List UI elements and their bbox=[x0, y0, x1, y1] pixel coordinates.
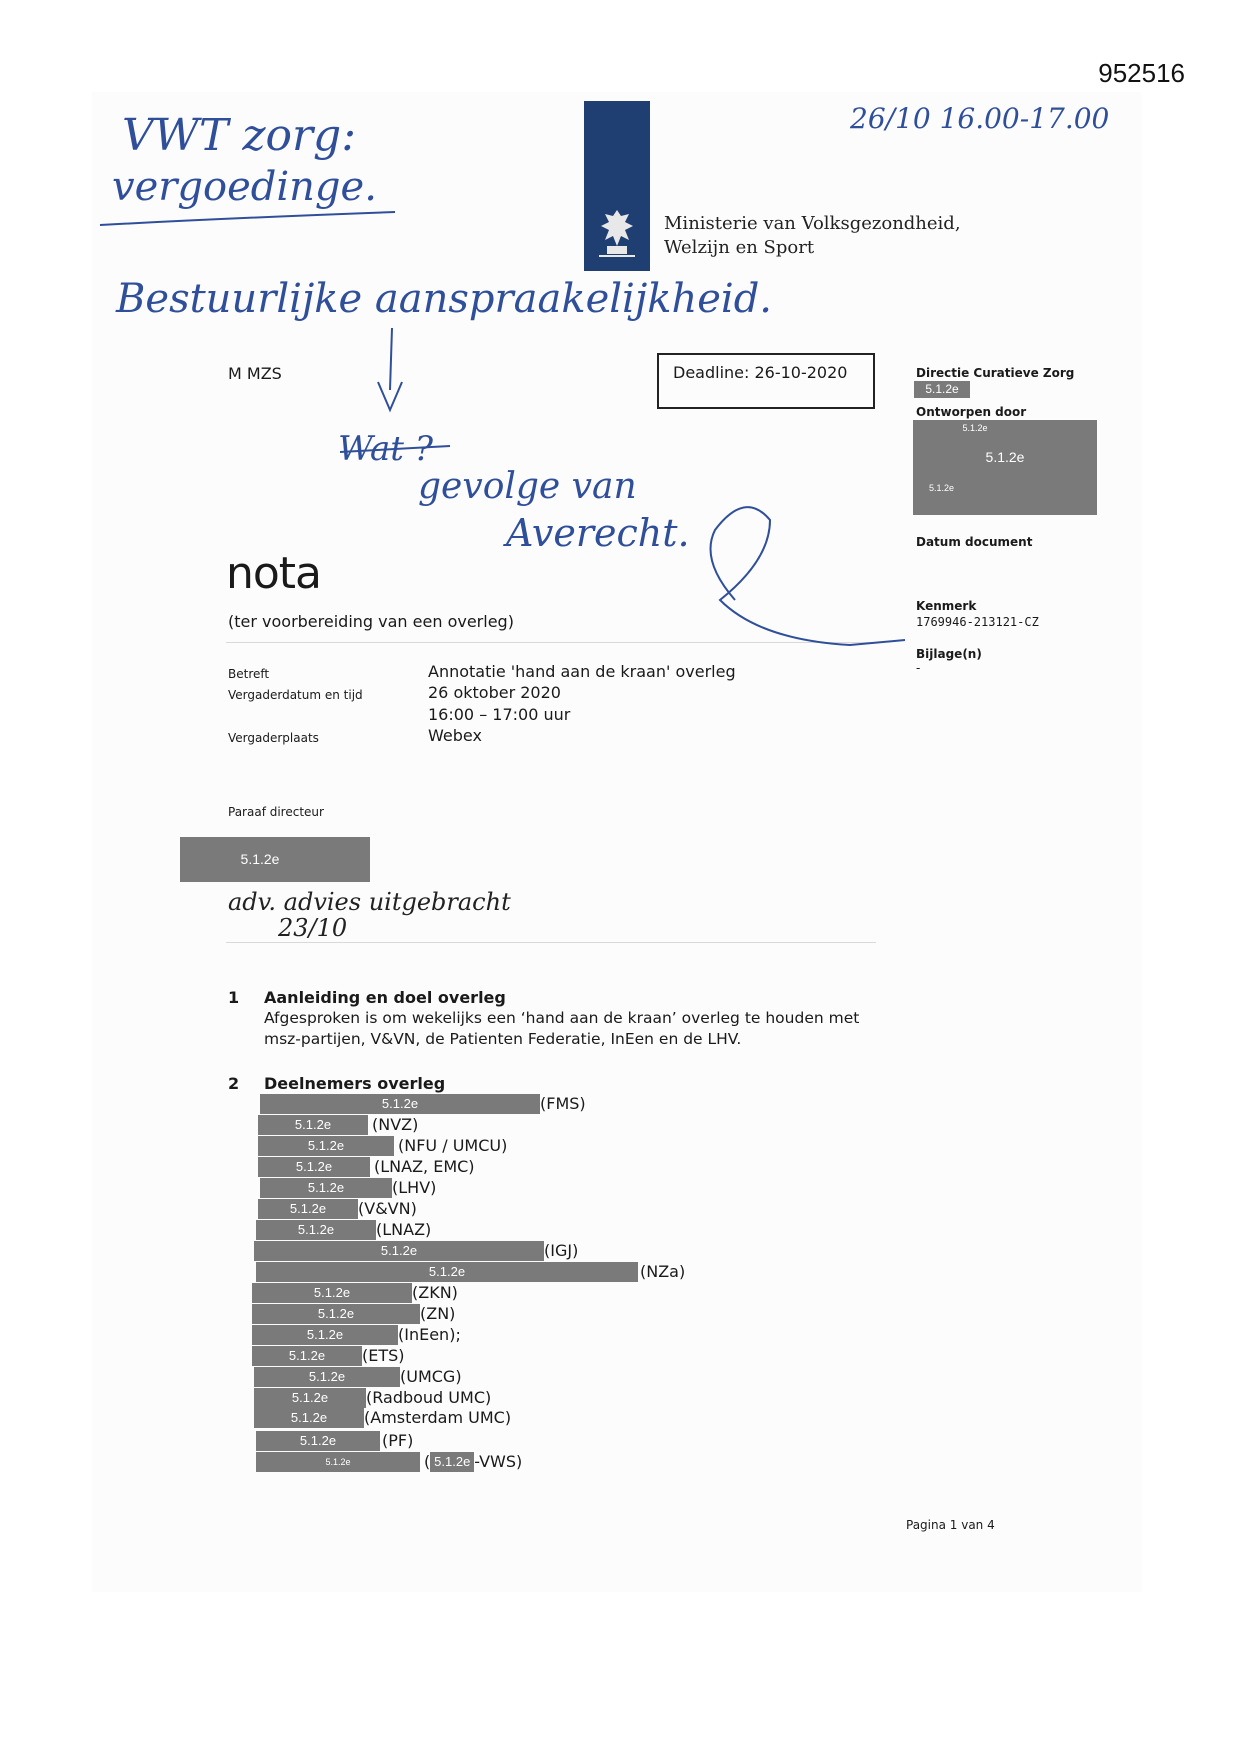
kenmerk-value: 1769946-213121-CZ bbox=[916, 615, 1039, 629]
section-1-body bbox=[264, 1008, 859, 1050]
bijlage-label: Bijlage(n) bbox=[916, 647, 982, 661]
redaction-small-bottom: 5.1.2e bbox=[929, 483, 955, 493]
participant-row bbox=[252, 1325, 461, 1345]
handwriting-advies: adv. advies uitgebracht bbox=[228, 888, 511, 916]
participant-row bbox=[252, 1304, 455, 1324]
participant-redaction: 5.1.2e bbox=[260, 1094, 540, 1114]
betreft-label: Betreft bbox=[228, 667, 270, 681]
participant-row bbox=[260, 1178, 436, 1198]
participant-redaction: 5.1.2e bbox=[256, 1262, 638, 1282]
directie-redaction: 5.1.2e bbox=[914, 381, 970, 398]
participant-redaction: 5.1.2e bbox=[254, 1367, 400, 1387]
participant-redaction: 5.1.2e bbox=[254, 1388, 366, 1408]
handwriting-bestuurlijke: Bestuurlijke aanspraakelijkheid. bbox=[116, 276, 773, 322]
title-divider bbox=[226, 642, 876, 643]
handwriting-wat: Wat ? bbox=[338, 429, 433, 469]
paraaf-label: Paraaf directeur bbox=[228, 805, 324, 819]
participant-redaction: 5.1.2e bbox=[252, 1346, 362, 1366]
participant-redaction: 5.1.2e bbox=[252, 1325, 398, 1345]
participant-org: (V&VN) bbox=[358, 1199, 417, 1218]
section-2-title: Deelnemers overleg bbox=[264, 1074, 446, 1093]
participant-org: (FMS) bbox=[540, 1094, 586, 1113]
section-1-line-2: msz-partijen, V&VN, de Patienten Federatie, InEen en de LHV. bbox=[264, 1030, 742, 1048]
document-number: 952516 bbox=[1098, 58, 1185, 88]
participant-row bbox=[252, 1283, 458, 1303]
paraaf-divider bbox=[226, 942, 876, 943]
participant-org: (PF) bbox=[382, 1431, 414, 1450]
vergaderdatum-label: Vergaderdatum en tijd bbox=[228, 688, 363, 702]
participant-inner-redaction: 5.1.2e bbox=[430, 1452, 474, 1472]
ontworpen-door-redaction bbox=[913, 420, 1097, 515]
handwriting-date-23-10: 23/10 bbox=[278, 914, 348, 942]
participant-org: (Radboud UMC) bbox=[366, 1388, 492, 1407]
bijlage-value: - bbox=[916, 661, 921, 675]
section-2-number: 2 bbox=[228, 1074, 240, 1093]
participant-row bbox=[254, 1408, 511, 1428]
participant-org: (NVZ) bbox=[372, 1115, 419, 1134]
participant-redaction: 5.1.2e bbox=[256, 1431, 380, 1451]
participant-org: (InEen); bbox=[398, 1325, 461, 1344]
kenmerk-label: Kenmerk bbox=[916, 599, 977, 613]
participant-org: (LNAZ, EMC) bbox=[374, 1157, 475, 1176]
participant-org: (NZa) bbox=[640, 1262, 686, 1281]
handwriting-gevolge-van: gevolge van bbox=[418, 466, 637, 507]
participant-row bbox=[254, 1241, 578, 1261]
redaction-main: 5.1.2e bbox=[985, 449, 1025, 465]
paraaf-redaction: 5.1.2e bbox=[180, 837, 370, 882]
vergaderplaats-value: Webex bbox=[428, 726, 482, 745]
deadline-box: Deadline: 26-10-2020 bbox=[657, 353, 875, 409]
participant-row bbox=[260, 1094, 586, 1114]
participant-org: (Amsterdam UMC) bbox=[364, 1408, 512, 1427]
document-subtitle: (ter voorbereiding van een overleg) bbox=[228, 612, 514, 631]
participant-row bbox=[256, 1452, 522, 1472]
ontworpen-door-label: Ontworpen door bbox=[916, 405, 1027, 419]
ministry-line-2: Welzijn en Sport bbox=[664, 237, 815, 258]
vergaderplaats-label: Vergaderplaats bbox=[228, 731, 319, 745]
vergadertijd-value: 16:00 – 17:00 uur bbox=[428, 705, 571, 724]
participant-redaction: 5.1.2e bbox=[252, 1283, 412, 1303]
participant-row bbox=[256, 1431, 413, 1451]
participant-row bbox=[254, 1388, 491, 1408]
participant-row bbox=[258, 1136, 507, 1156]
participant-redaction: 5.1.2e bbox=[254, 1241, 544, 1261]
handwriting-vergoedinge: vergoedinge. bbox=[112, 164, 377, 210]
handwriting-vwt-zorg: VWT zorg: bbox=[122, 110, 357, 161]
participant-redaction: 5.1.2e bbox=[258, 1136, 394, 1156]
participant-row bbox=[258, 1115, 418, 1135]
participant-org: (LNAZ) bbox=[376, 1220, 432, 1239]
participant-org: (LHV) bbox=[392, 1178, 437, 1197]
handwriting-date-time: 26/10 16.00-17.00 bbox=[850, 102, 1110, 135]
participant-row bbox=[256, 1262, 685, 1282]
crest-icon bbox=[591, 206, 643, 262]
participant-redaction: 5.1.2e bbox=[260, 1178, 392, 1198]
section-1-number: 1 bbox=[228, 988, 240, 1007]
ministry-name bbox=[664, 212, 961, 260]
betreft-value: Annotatie 'hand aan de kraan' overleg bbox=[428, 662, 736, 681]
recipient: M MZS bbox=[228, 364, 282, 383]
vergaderdatum-value: 26 oktober 2020 bbox=[428, 683, 561, 702]
participant-org: (IGJ) bbox=[544, 1241, 579, 1260]
section-1-line-1: Afgesproken is om wekelijks een ‘hand aan de kraan’ overleg te houden met bbox=[264, 1009, 860, 1027]
participant-org-open: ( bbox=[424, 1452, 431, 1471]
participant-redaction: 5.1.2e bbox=[258, 1199, 358, 1219]
participant-row bbox=[256, 1220, 431, 1240]
participant-org: (ZN) bbox=[420, 1304, 456, 1323]
participant-redaction: 5.1.2e bbox=[254, 1408, 364, 1428]
handwriting-averecht: Averecht. bbox=[506, 511, 690, 555]
section-1-title: Aanleiding en doel overleg bbox=[264, 988, 506, 1007]
redaction-small-top: 5.1.2e bbox=[962, 423, 988, 433]
participant-row bbox=[258, 1199, 417, 1219]
participant-redaction: 5.1.2e bbox=[258, 1157, 370, 1177]
participant-org: (UMCG) bbox=[400, 1367, 462, 1386]
participant-redaction: 5.1.2e bbox=[258, 1115, 368, 1135]
participant-row bbox=[252, 1346, 405, 1366]
participant-redaction: 5.1.2e bbox=[256, 1220, 376, 1240]
document-title: nota bbox=[226, 548, 322, 599]
ministry-line-1: Ministerie van Volksgezondheid, bbox=[664, 213, 961, 234]
participant-redaction: 5.1.2e bbox=[256, 1452, 420, 1472]
participant-row bbox=[254, 1367, 462, 1387]
participant-redaction: 5.1.2e bbox=[252, 1304, 420, 1324]
participant-org: (NFU / UMCU) bbox=[398, 1136, 508, 1155]
directie-label: Directie Curatieve Zorg bbox=[916, 366, 1075, 380]
datum-document-label: Datum document bbox=[916, 535, 1033, 549]
participant-org: -VWS) bbox=[474, 1452, 523, 1471]
participant-org: (ZKN) bbox=[412, 1283, 458, 1302]
participant-row bbox=[258, 1157, 475, 1177]
participant-org: (ETS) bbox=[362, 1346, 405, 1365]
page-number: Pagina 1 van 4 bbox=[906, 1518, 995, 1532]
